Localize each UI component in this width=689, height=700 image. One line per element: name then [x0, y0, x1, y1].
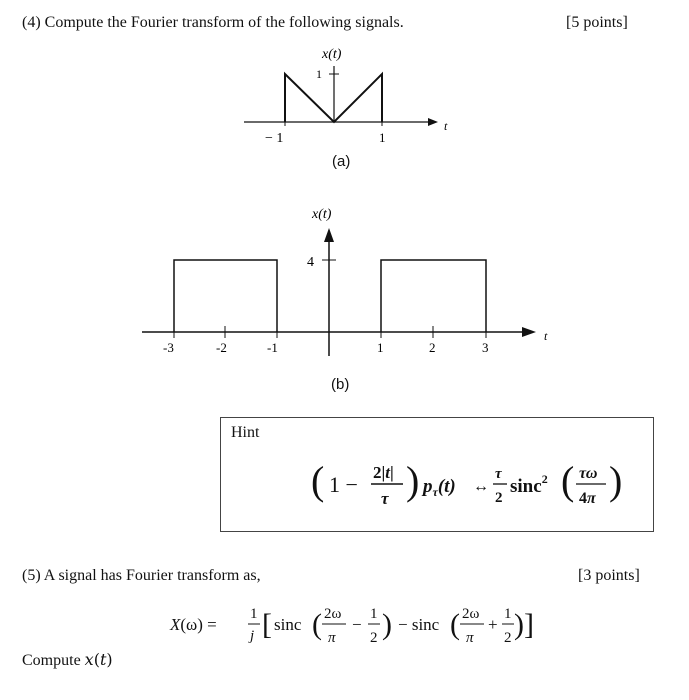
q4-points: [5 points] [566, 14, 628, 31]
fig-a-t-arrow [428, 118, 438, 126]
svg-text:↔: ↔ [473, 478, 489, 495]
svg-text:− sinc: − sinc [398, 615, 440, 634]
svg-text:): ) [609, 458, 623, 503]
svg-text:4π: 4π [579, 490, 596, 507]
svg-text:1: 1 [370, 606, 378, 622]
fig-b-ylabel: x(t) [312, 207, 332, 222]
fig-b-tick-label: 2 [429, 340, 436, 355]
svg-text:1 −: 1 − [329, 472, 358, 497]
svg-text:pτ(t): $p_\tau(t)$ [423, 476, 456, 499]
fig-a-caption: (a) [332, 153, 351, 170]
svg-text:j: j [250, 628, 255, 644]
svg-text:2: 2 [370, 630, 378, 646]
svg-text:2: 2 [504, 630, 512, 646]
svg-text:(: ( [311, 458, 325, 503]
fig-b-tick-label: 1 [377, 340, 384, 355]
fig-b-y-arrow [324, 228, 334, 242]
svg-text:2|t|: 2|t| [373, 463, 394, 482]
svg-text:1: 1 [504, 606, 512, 622]
svg-text:τω: τω [579, 465, 598, 482]
svg-text:τ: τ [381, 489, 389, 508]
svg-text:(: ( [561, 458, 575, 503]
fig-b-tick-y: 4 [307, 255, 314, 270]
svg-text:)]: )] [514, 608, 534, 641]
q5-formula [170, 596, 534, 652]
hint-formula [311, 448, 641, 518]
svg-text:(: ( [450, 608, 460, 641]
svg-text:): ) [382, 608, 392, 641]
svg-text:): ) [406, 458, 420, 503]
q5-compute-math: x [84, 650, 94, 669]
fig-b-tick-label: -2 [216, 340, 227, 355]
svg-text:[: [ [262, 608, 272, 641]
fig-a-tick-1: 1 [379, 130, 386, 145]
fig-a-axis-t: t [444, 119, 448, 133]
figure-a [0, 0, 689, 200]
svg-text:π: π [466, 630, 474, 646]
fig-b-caption: (b) [331, 376, 350, 393]
q4-text: (4) Compute the Fourier transform of the following signals. [22, 14, 404, 31]
svg-text:2: 2 [495, 490, 503, 506]
q5-compute: Compute x(t) [22, 650, 113, 669]
svg-text:1: 1 [250, 606, 258, 622]
svg-text:2ω: 2ω [462, 606, 480, 622]
svg-text:+: + [488, 615, 498, 634]
hint-label: Hint [231, 424, 260, 441]
fig-b-axis-t: t [544, 329, 548, 343]
fig-b-pulse-right [381, 260, 486, 332]
svg-text:sinc2: sinc$^2$ [510, 472, 548, 497]
svg-text:(: ( [312, 608, 322, 641]
fig-a-tick-y: 1 [316, 67, 322, 81]
q5-compute-prefix: Compute [22, 652, 85, 669]
fig-a-ylabel: x(t) [322, 47, 342, 62]
fig-b-tick-label: 3 [482, 340, 489, 355]
q5-text: (5) A signal has Fourier transform as, [22, 567, 261, 584]
svg-text:τ: τ [495, 466, 502, 482]
figure-b [0, 200, 689, 400]
hint-box [220, 417, 654, 532]
fig-b-tick-label: -1 [267, 340, 278, 355]
fig-a-tick-neg1: − 1 [265, 131, 284, 146]
svg-text:π: π [328, 630, 336, 646]
fig-b-pulse-left [174, 260, 277, 332]
fig-b-t-arrow [522, 327, 536, 337]
svg-text:sinc: sinc [274, 615, 302, 634]
q5-points: [3 points] [578, 567, 640, 584]
svg-text:X(ω) =: X(ω) = [170, 615, 217, 634]
fig-b-tick-label: -3 [163, 340, 174, 355]
svg-text:−: − [352, 615, 362, 634]
svg-text:2ω: 2ω [324, 606, 342, 622]
